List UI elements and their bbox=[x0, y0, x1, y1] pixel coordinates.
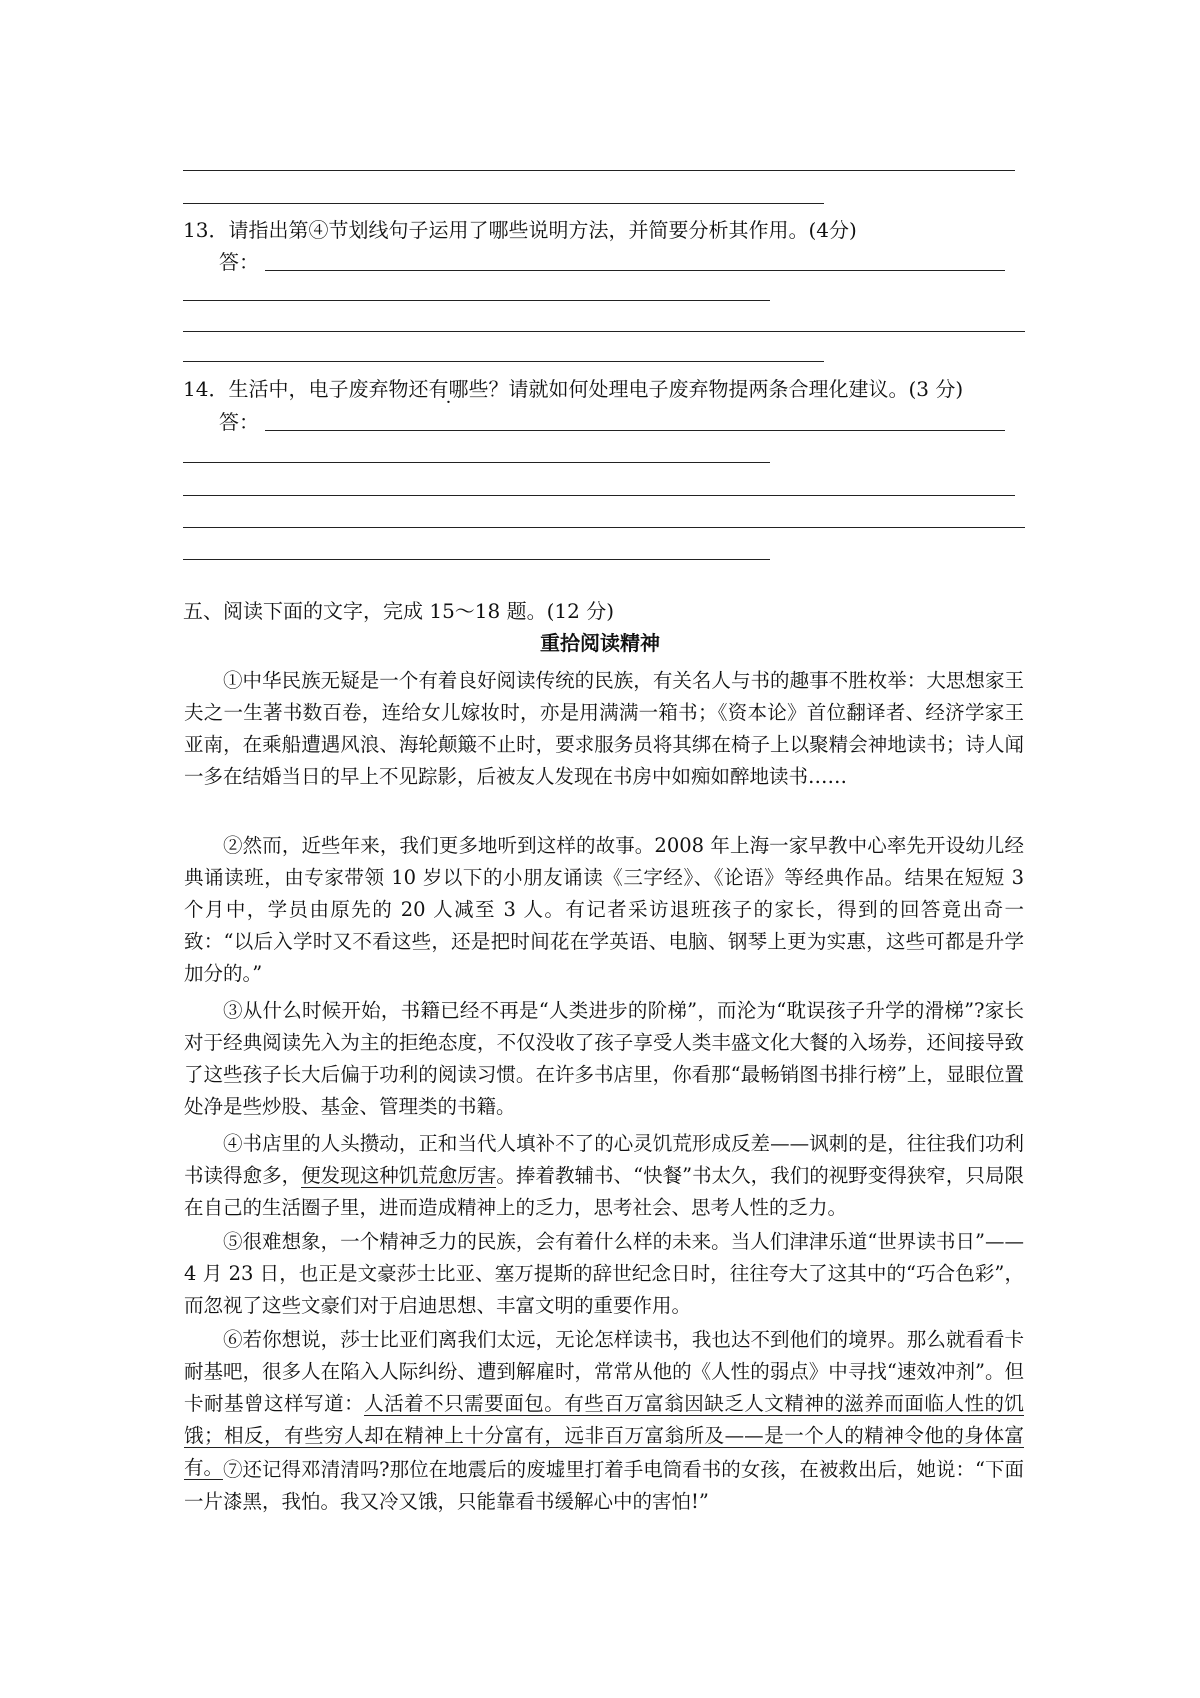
answer-label-13: 答： bbox=[219, 250, 259, 274]
question-13: 13．请指出第④节划线句子运用了哪些说明方法，并简要分析其作用。(4分) bbox=[183, 218, 857, 242]
paragraph-4 bbox=[184, 1128, 1024, 1224]
section-5-heading: 五、阅读下面的文字，完成 15～18 题。(12 分) bbox=[183, 599, 615, 623]
question-14-part2: ？请就如何处理电子废弃物提两条合理化建议。(3 分) bbox=[488, 377, 964, 401]
paragraph-4-part1: ④书店里的人头攒动，正和当代人填补不了的心灵饥荒形成反差——讽刺的是，往往我们功利书读得愈多， bbox=[184, 1132, 1024, 1187]
passage-title: 重拾阅读精神 bbox=[540, 631, 660, 655]
underlined-sentence: 便发现这种饥荒愈厉害 bbox=[301, 1164, 497, 1187]
paragraph-2: ②然而，近些年来，我们更多地听到这样的故事。2008 年上海一家早教中心率先开设幼儿经典诵读班，由专家带领 10 岁以下的小朋友诵读《三字经》、《论语》等经典作品。结果在短短 3 个月中，学员由原先的 20 人减至 3 人。有记者采访退班孩子的家长，得到的回答竟出奇一致：“以后入学时又不看这些，还是把时间花在学英语、电脑、钢琴上更为实惠，这些可都是升学加分的。” bbox=[184, 834, 1024, 985]
emphasis-text: 还有哪些 bbox=[408, 377, 489, 401]
answer-line[interactable] bbox=[183, 203, 824, 204]
underlined-quote: 人活着不只需要面包。有些百万富翁因缺乏人文精神的滋养而面临人性的饥饿；相反，有些穷人却在精神上十分富有，远非百万富翁所及——是一个人的精神令他的身体富有。 bbox=[184, 1392, 1024, 1479]
question-14-part1: 14．生活中，电子废弃物 bbox=[183, 377, 409, 401]
paragraph-1: ①中华民族无疑是一个有着良好阅读传统的民族，有关名人与书的趣事不胜枚举：大思想家王夫之一生著书数百卷，连给女儿嫁妆时，亦是用满满一箱书；《资本论》首位翻译者、经济学家王亚南，在乘船遭遇风浪、海轮颠簸不止时，要求服务员将其绑在椅子上以聚精会神地读书；诗人闻一多在结婚当日的早上不见踪影，后被友人发现在书房中如痴如醉地读书…… bbox=[184, 669, 1024, 788]
answer-line[interactable] bbox=[183, 331, 1025, 332]
paragraph-6-part1: ⑥若你想说，莎士比亚们离我们太远，无论怎样读书，我也达不到他们的境界。那么就看看卡耐基吧，很多人在陷入人际纠纷、遭到解雇时，常常从他的《人性的弱点》中寻找“速效冲剂”。但卡耐基曾这样写道： bbox=[184, 1328, 1024, 1415]
answer-line[interactable] bbox=[183, 170, 1015, 171]
paragraph-7: ⑦还记得邓清清吗?那位在地震后的废墟里打着手电筒看书的女孩，在被救出后，她说：“下面一片漆黑，我怕。我又冷又饿，只能靠看书缓解心中的害怕!” bbox=[184, 1458, 1024, 1513]
paragraph-3: ③从什么时候开始，书籍已经不再是“人类进步的阶梯”，而沦为“耽误孩子升学的滑梯”?家长对于经典阅读先入为主的拒绝态度，不仅没收了孩子享受人类丰盛文化大餐的入场券，还间接导致了这些孩子长大后偏于功利的阅读习惯。在许多书店里，你看那“最畅销图书排行榜”上，显眼位置处净是些炒股、基金、管理类的书籍。 bbox=[184, 999, 1024, 1118]
answer-line[interactable] bbox=[183, 462, 770, 463]
answer-line[interactable] bbox=[183, 495, 1015, 496]
answer-line[interactable] bbox=[183, 361, 824, 362]
answer-line[interactable] bbox=[265, 430, 1005, 431]
answer-label-14: 答： bbox=[219, 410, 259, 434]
paragraph-4-part2: 。捧着教辅书、“快餐”书太久，我们的视野变得狭窄，只局限在自己的生活圈子里，进而造成精神上的乏力，思考社会、思考人性的乏力。 bbox=[184, 1164, 1024, 1219]
answer-line[interactable] bbox=[265, 270, 1005, 271]
answer-line[interactable] bbox=[183, 527, 1025, 528]
paragraph-5: ⑤很难想象，一个精神乏力的民族，会有着什么样的未来。当人们津津乐道“世界读书日”——4 月 23 日，也正是文豪莎士比亚、塞万提斯的辞世纪念日时，往往夸大了这其中的“巧合色彩”，而忽视了这些文豪们对于启迪思想、丰富文明的重要作用。 bbox=[184, 1230, 1024, 1317]
answer-line[interactable] bbox=[183, 559, 770, 560]
question-14 bbox=[183, 377, 963, 401]
answer-line[interactable] bbox=[183, 300, 770, 301]
